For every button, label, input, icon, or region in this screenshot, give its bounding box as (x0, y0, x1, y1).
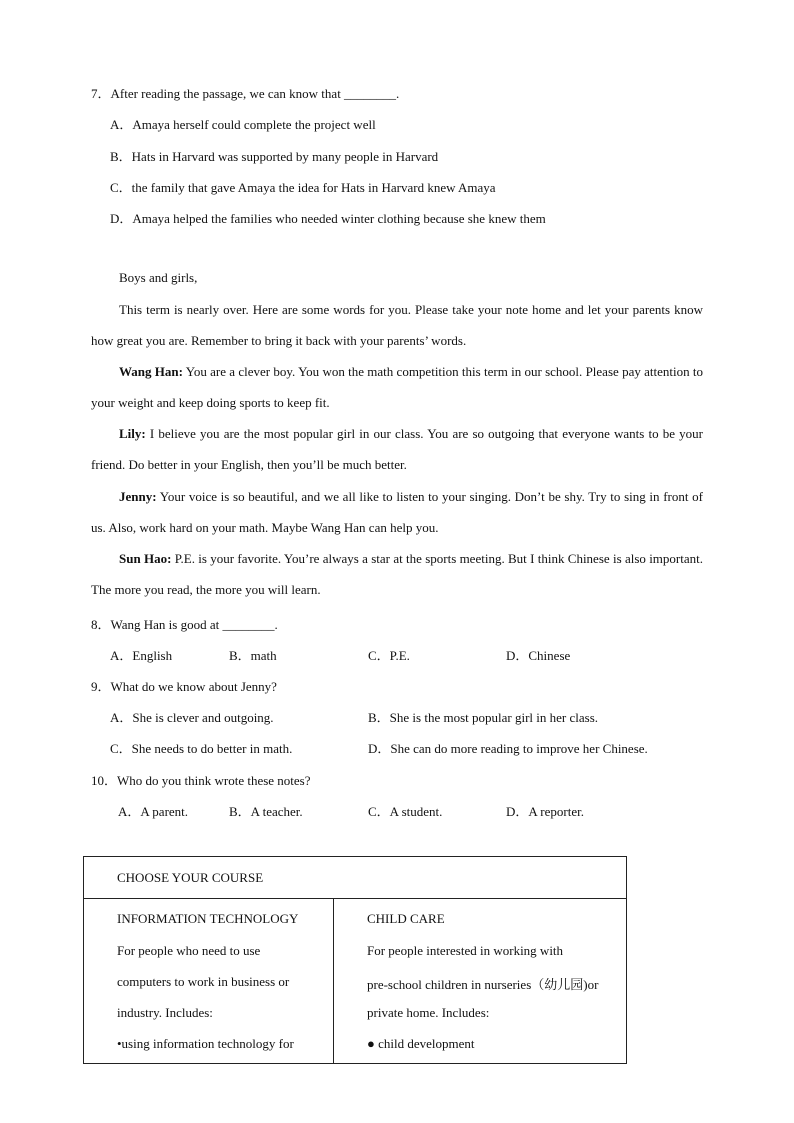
question-10-option-b: B．A teacher. (229, 804, 303, 819)
note-text: Your voice is so beautiful, and we all like to listen to your singing. Don’t be shy. Try to sing in front of us. Also, work hard on your math. Maybe Wang Han can help you. (91, 489, 703, 535)
question-9-option-c: C．She needs to do better in math. (110, 741, 293, 756)
left-course-line: industry. Includes: (117, 1005, 213, 1020)
passage-intro (91, 294, 703, 356)
left-course-title: INFORMATION TECHNOLOGY (117, 911, 299, 926)
question-10-stem: 10．Who do you think wrote these notes? (91, 773, 311, 788)
note-name: Lily: (119, 426, 146, 441)
question-9-option-b: B．She is the most popular girl in her class. (368, 710, 599, 725)
note-sun-hao (91, 543, 703, 605)
table-column-divider (333, 898, 334, 1063)
note-text: I believe you are the most popular girl in our class. You are so outgoing that everyone wants to be your friend. Do better in your English, then you’ll be much better. (91, 426, 703, 472)
question-7-option-b: B．Hats in Harvard was supported by many people in Harvard (110, 149, 439, 164)
question-8-stem: 8．Wang Han is good at ________. (91, 617, 278, 632)
right-course-line: For people interested in working with (367, 943, 564, 958)
question-7-stem: 7．After reading the passage, we can know that ________. (91, 86, 400, 101)
right-course-line: private home. Includes: (367, 1005, 490, 1020)
question-9-option-d: D．She can do more reading to improve her Chinese. (368, 741, 648, 756)
question-7-option-a: A．Amaya herself could complete the project well (110, 117, 376, 132)
question-8-option-a: A．English (110, 648, 173, 663)
passage-greeting: Boys and girls, (119, 270, 198, 285)
passage-intro-text: This term is nearly over. Here are some words for you. Please take your note home and let your parents know how great you are. Remember to bring it back with your parents’ words. (91, 302, 703, 348)
note-text: P.E. is your favorite. You’re always a star at the sports meeting. But I think Chinese is also important. The more you read, the more you will learn. (91, 551, 703, 597)
question-8-option-c: C．P.E. (368, 648, 410, 663)
right-course-title: CHILD CARE (367, 911, 445, 926)
question-8-option-b: B．math (229, 648, 277, 663)
question-7-option-d: D．Amaya helped the families who needed winter clothing because she knew them (110, 211, 546, 226)
question-10-option-d: D．A reporter. (506, 804, 584, 819)
note-name: Sun Hao: (119, 551, 172, 566)
note-jenny (91, 481, 703, 543)
question-9-option-a: A．She is clever and outgoing. (110, 710, 274, 725)
left-course-line: •using information technology for (117, 1036, 294, 1051)
course-table (83, 856, 627, 1064)
question-9-stem: 9．What do we know about Jenny? (91, 679, 277, 694)
note-name: Wang Han: (119, 364, 183, 379)
left-course-line: For people who need to use (117, 943, 261, 958)
table-header: CHOOSE YOUR COURSE (117, 870, 264, 885)
question-8-option-d: D．Chinese (506, 648, 571, 663)
right-course-line: pre-school children in nurseries（幼儿园)or (367, 977, 599, 992)
left-course-line: computers to work in business or (117, 974, 290, 989)
question-7-option-c: C．the family that gave Amaya the idea for Hats in Harvard knew Amaya (110, 180, 496, 195)
question-10-option-c: C．A student. (368, 804, 443, 819)
table-header-divider (84, 898, 626, 899)
question-10-option-a: A．A parent. (118, 804, 189, 819)
note-name: Jenny: (119, 489, 157, 504)
note-wang-han (91, 356, 703, 418)
note-text: You are a clever boy. You won the math competition this term in our school. Please pay attention to your weight and keep doing sports to keep fit. (91, 364, 703, 410)
right-course-line: ● child development (367, 1036, 475, 1051)
note-lily (91, 418, 703, 480)
